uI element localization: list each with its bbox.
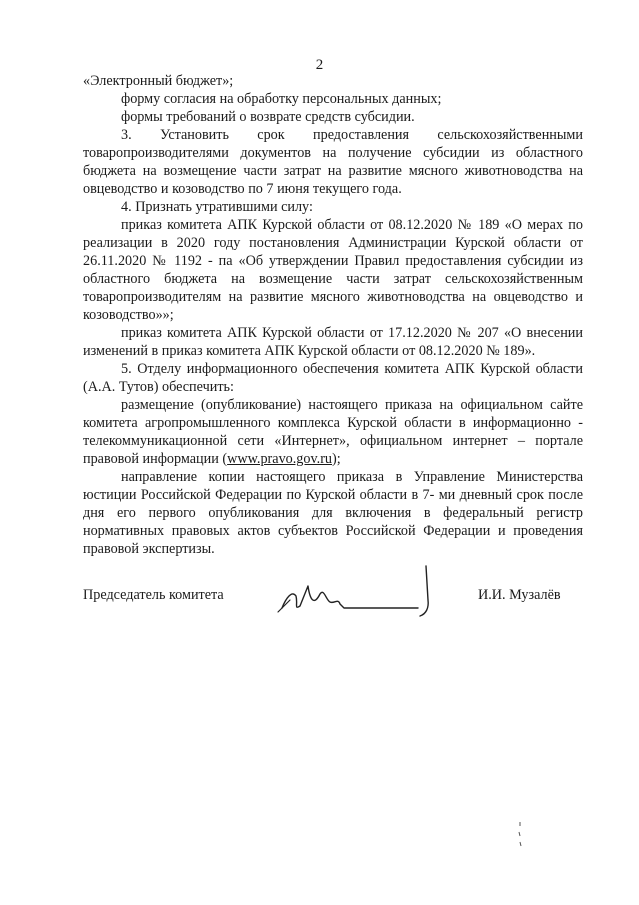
paragraph-item-3: 3. Установить срок предоставления сельскохозяйственными товаропроизводителями документов на получение субсидии из областного бюджета на возмещение части затрат на развитие мясного животноводства на овцеводство и козоводство по 7 июня текущего года. [83,127,583,197]
signatory-name: И.И. Музалёв [478,587,561,603]
page-number: 2 [315,57,324,73]
document-body [83,72,583,558]
paragraph-consent-form: форму согласия на обработку персональных данных; [121,91,442,107]
publication-text: размещение (опубликование) настоящего приказа на официальном сайте комитета агропромышленного комплекса Курской области в информационно - телекоммуникационной сети «Интернет», официальном интернет – портале правовой информации ( [83,397,583,467]
paragraph-item-5: 5. Отделу информационного обеспечения комитета АПК Курской области (А.А. Тутов) обеспечить: [83,361,583,395]
paragraph-item-4: 4. Признать утратившими силу: [121,199,313,215]
paragraph-order-207: приказ комитета АПК Курской области от 17.12.2020 № 207 «О внесении изменений в приказ комитета АПК Курской области от 08.12.2020 № 189». [83,325,583,359]
handwritten-signature [268,560,448,620]
scan-mark [515,820,525,850]
paragraph-ministry-copy: направление копии настоящего приказа в Управление Министерства юстиции Российской Федерации по Курской области в 7- ми дневный срок после дня его первого опубликования для включения в федеральный регистр нормативных правовых актов субъектов Российской Федерации и проведения правовой экспертизы. [83,469,583,557]
paragraph-publication [83,396,583,468]
signatory-title: Председатель комитета [83,587,224,603]
pravo-link[interactable]: www.pravo.gov.ru [227,451,333,467]
paragraph-order-189: приказ комитета АПК Курской области от 08.12.2020 № 189 «О мерах по реализации в 2020 году постановления Администрации Курской области от 26.11.2020 № 1192 - па «Об утверждении Правил предоставления субсидии из областного бюджета на возмещение части затрат сельскохозяйственным товаропроизводителям на развитие мясного животноводства на овцеводство и козоводство»»; [83,217,583,323]
paragraph-electronic-budget: «Электронный бюджет»; [83,73,234,89]
paragraph-refund-form: формы требований о возврате средств субсидии. [121,109,415,125]
publication-suffix: ); [332,451,341,467]
